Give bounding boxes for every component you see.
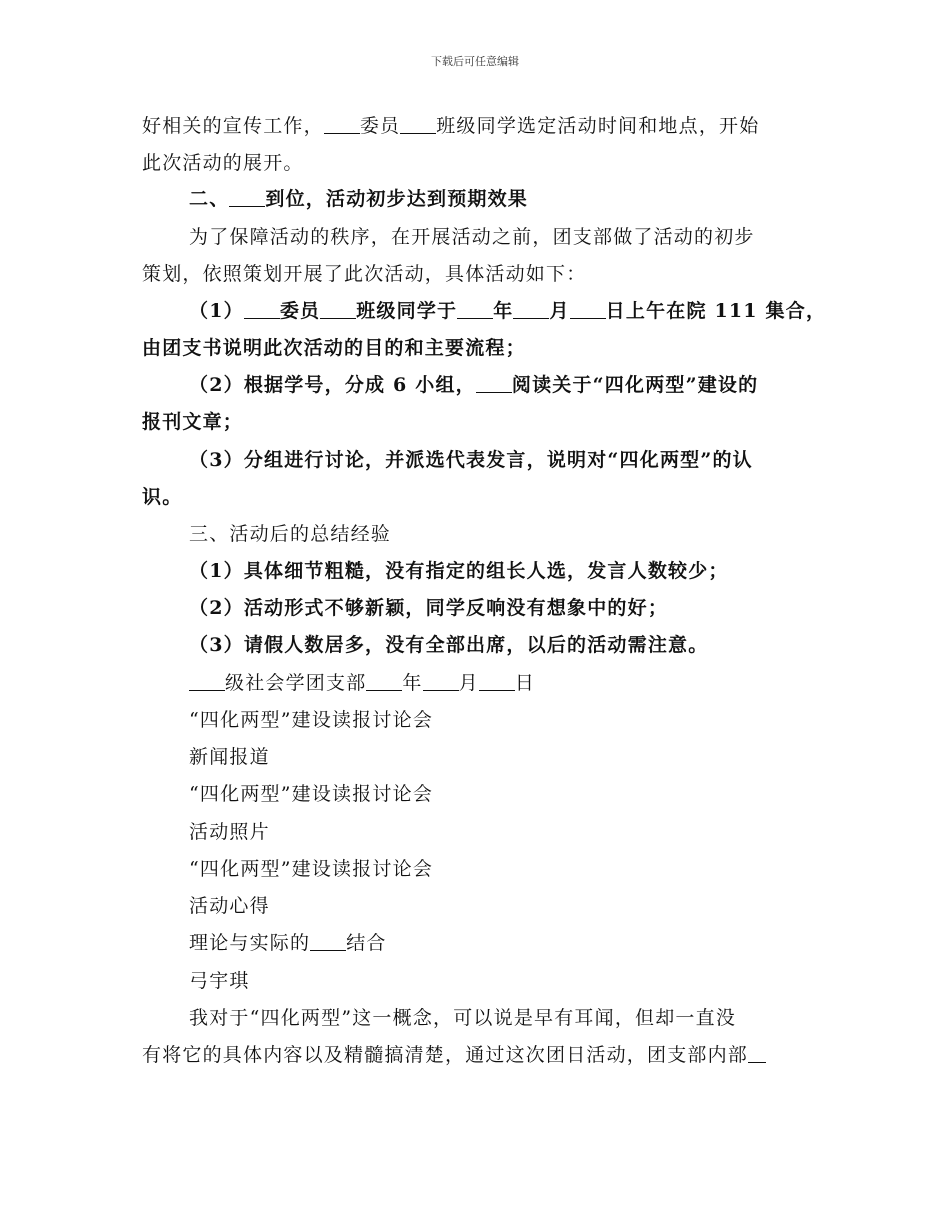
blank-line [748,1043,766,1063]
list-item-2-cont: 报刊文章； [142,411,244,433]
text-run: 有将它的具体内容以及精髓搞清楚，通过这次团日活动，团支部内部 [142,1044,749,1066]
list-item-2 [189,373,829,399]
text-run: 阅读关于“四化两型”建设的 [511,374,759,396]
body-line: 此次活动的展开。 [142,152,304,174]
event-title: “四化两型”建设读报讨论会 [189,783,434,805]
body-line [142,1043,832,1069]
blank-line [229,187,265,207]
text-run: 日 [514,672,536,694]
essay-title [189,931,829,957]
text-run: 好相关的宣传工作， [142,115,324,137]
blank-line [189,671,225,691]
body-line: 策划，依照策划开展了此次活动，具体活动如下： [142,263,587,285]
event-title: “四化两型”建设读报讨论会 [189,709,434,731]
text-run: 结合 [346,932,387,954]
text-run: 委员 [279,300,321,322]
text-run: 月 [458,672,479,694]
blank-line [570,299,606,319]
blank-line [479,671,515,691]
section-heading-2 [189,187,829,213]
author-name: 弓宇琪 [189,970,250,992]
body-line [142,114,832,140]
list-item-3: （3）分组进行讨论，并派选代表发言，说明对“四化两型”的认 [189,449,753,471]
text-run: （1） [189,300,244,322]
list-item-3-cont: 识。 [142,486,183,508]
blank-line [244,299,280,319]
blank-line [513,299,549,319]
blank-line [366,671,402,691]
text-run: 月 [549,300,570,322]
text-run: 年 [402,672,423,694]
subheading: 活动心得 [189,895,270,917]
text-run: 到位，活动初步达到预期效果 [265,188,529,210]
summary-item-3: （3）请假人数居多，没有全部出席，以后的活动需注意。 [189,634,709,656]
text-run: 日上午在院 111 集合， [605,300,827,322]
text-run: （2）根据学号，分成 6 小组， [189,374,476,396]
text-run: 委员 [359,115,401,137]
blank-line [400,114,436,134]
summary-item-2: （2）活动形式不够新颖，同学反响没有想象中的好； [189,597,669,619]
body-line: 我对于“四化两型”这一概念，可以说是早有耳闻，但却一直没 [189,1007,737,1029]
subheading: 活动照片 [189,821,270,843]
blank-line [423,671,459,691]
summary-item-1: （1）具体细节粗糙，没有指定的组长人选，发言人数较少； [189,560,729,582]
signature-line [189,671,829,697]
event-title: “四化两型”建设读报讨论会 [189,858,434,880]
section-heading-3: 三、活动后的总结经验 [189,523,392,545]
text-run: 班级同学选定活动时间和地点，开始 [436,115,760,137]
text-run: 级社会学团支部 [225,672,367,694]
text-run: 二、 [189,188,230,210]
blank-line [310,931,346,951]
body-line: 为了保障活动的秩序，在开展活动之前，团支部做了活动的初步 [189,226,755,248]
blank-line [324,114,360,134]
text-run: 年 [493,300,514,322]
blank-line [457,299,493,319]
blank-line [320,299,356,319]
subheading: 新闻报道 [189,746,270,768]
page-header: 下载后可任意编辑 [431,55,519,68]
text-run: 班级同学于 [356,300,458,322]
list-item-1 [189,299,829,325]
list-item-1-cont: 由团支书说明此次活动的目的和主要流程； [142,337,526,359]
text-run: 理论与实际的 [189,932,311,954]
blank-line [476,373,512,393]
